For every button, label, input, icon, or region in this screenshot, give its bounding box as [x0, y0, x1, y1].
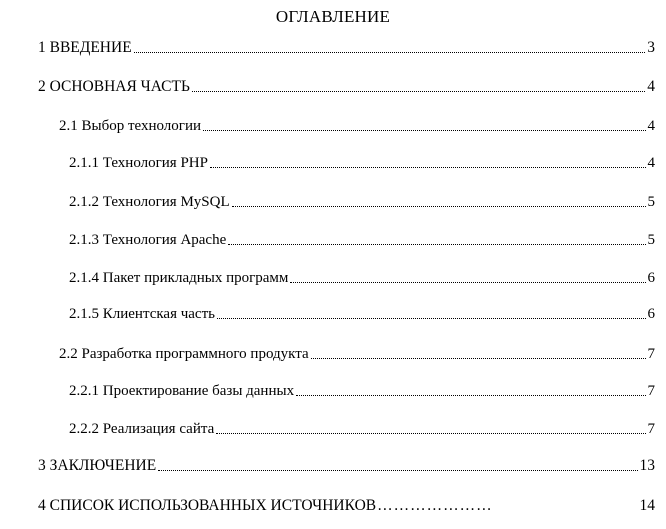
toc-entry-label: 2.1.4 Пакет прикладных программ — [69, 270, 289, 286]
toc-entry-page: 3 — [647, 39, 655, 56]
toc-entry — [69, 188, 655, 212]
toc-entry-page: 5 — [647, 194, 655, 210]
toc-entry-page: 7 — [647, 383, 655, 399]
toc-dot-leader — [210, 167, 646, 168]
toc-entry-page: 5 — [647, 232, 655, 248]
toc-dot-leader — [216, 433, 645, 434]
toc-entry — [38, 73, 655, 97]
toc-entry-label: 2.1.5 Клиентская часть — [69, 306, 215, 322]
toc-dot-leader — [296, 395, 645, 396]
toc-entry-page: 6 — [647, 270, 655, 286]
toc-entry-label: 1 ВВЕДЕНИЕ — [38, 39, 132, 56]
toc-entry — [69, 264, 655, 288]
toc-entry-label: 3 ЗАКЛЮЧЕНИЕ — [38, 457, 157, 474]
toc-entry-label: 2.1.1 Технология PHP — [69, 155, 208, 171]
toc-entry — [59, 340, 655, 364]
toc-entry-label: 2.2.1 Проектирование базы данных — [69, 383, 295, 399]
toc-entry-page: 4 — [647, 78, 655, 95]
toc-entry — [69, 226, 655, 250]
toc-dot-leader — [203, 130, 645, 131]
toc-entry — [38, 34, 655, 58]
toc-entry-label: 2.2.2 Реализация сайта — [69, 421, 215, 437]
toc-entry-label: 2.1.3 Технология Apache — [69, 232, 227, 248]
toc-title: ОГЛАВЛЕНИЕ — [275, 7, 391, 26]
toc-entry — [69, 300, 655, 324]
toc-entry-label: 2 ОСНОВНАЯ ЧАСТЬ — [38, 78, 190, 95]
toc-entry-label: 2.1 Выбор технологии — [59, 118, 202, 134]
toc-entry — [69, 149, 655, 173]
toc-dot-leader — [311, 358, 646, 359]
toc-dot-leader — [192, 91, 645, 92]
toc-entry-page: 14 — [639, 497, 655, 514]
toc-entry — [38, 452, 655, 476]
toc-entry — [69, 377, 655, 401]
toc-entry-page: 4 — [647, 155, 655, 171]
toc-entry — [59, 112, 655, 136]
toc-entry-page: 6 — [647, 306, 655, 322]
toc-dot-leader — [158, 470, 637, 471]
toc-entry-page: 7 — [647, 346, 655, 362]
toc-dot-leader — [232, 206, 646, 207]
toc-entry-page: 7 — [647, 421, 655, 437]
toc-entry-label: 2.1.2 Технология MySQL — [69, 194, 230, 210]
toc-entry — [38, 492, 655, 516]
toc-entry-page: 13 — [639, 457, 655, 474]
toc-entry-label: 4 СПИСОК ИСПОЛЬЗОВАННЫХ ИСТОЧНИКОВ — [38, 497, 377, 514]
toc-dot-leader — [290, 282, 645, 283]
toc-entry-label: 2.2 Разработка программного продукта — [59, 346, 309, 362]
toc-dot-leader — [217, 318, 646, 319]
toc-entry-page: 4 — [647, 118, 655, 134]
toc-dot-leader — [228, 244, 645, 245]
toc-dot-leader — [134, 52, 646, 53]
toc-entry — [69, 415, 655, 439]
toc-ellipsis-leader: ………………… — [377, 497, 493, 514]
